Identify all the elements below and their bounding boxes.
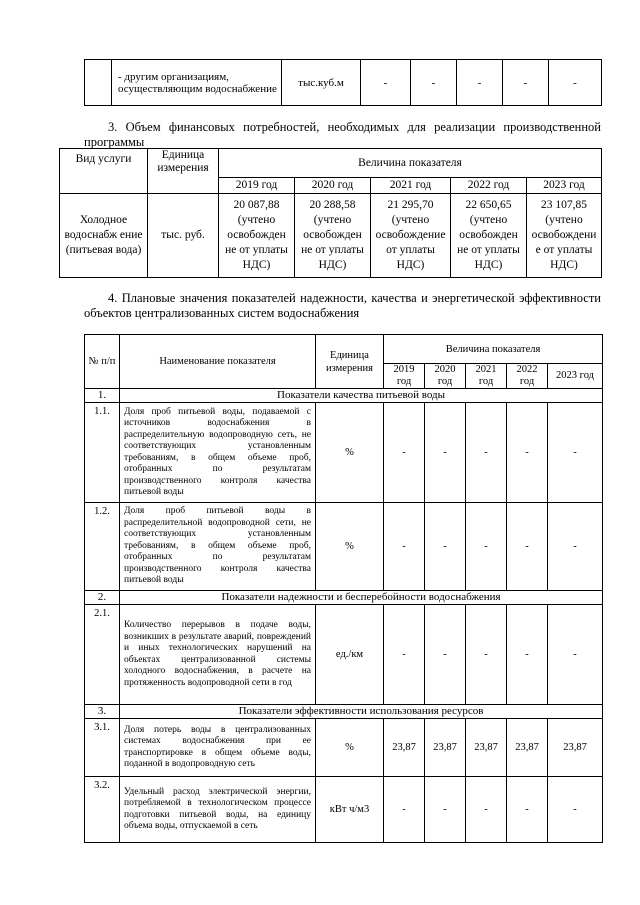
value-cell: - (466, 503, 507, 591)
value-cell: - (466, 605, 507, 705)
financial-needs-table (59, 148, 602, 278)
group-title: Показатели надежности и бесперебойности водоснабжения (120, 591, 603, 605)
value-cell: - (384, 403, 425, 503)
year-header: 2023 год (527, 178, 602, 194)
value-cell: - (457, 60, 503, 106)
year-header: 2022 год (507, 364, 548, 389)
service-cell: Холодное водоснабж ение (питьевая вода) (60, 194, 148, 278)
row-number: 1.1. (85, 403, 120, 503)
value-cell: - (425, 503, 466, 591)
row-number: 2.1. (85, 605, 120, 705)
unit-cell: % (316, 403, 384, 503)
value-cell: - (507, 503, 548, 591)
group-row (85, 705, 603, 719)
group-number: 2. (85, 591, 120, 605)
table-row (85, 777, 603, 843)
value-cell: - (549, 60, 602, 106)
value-cell: 23,87 (548, 719, 603, 777)
value-cell: - (411, 60, 457, 106)
group-title: Показатели эффективности использования ресурсов (120, 705, 603, 719)
value-cell: - (548, 403, 603, 503)
group-row (85, 389, 603, 403)
indicator-name: Доля проб питьевой воды в распределительной водопроводной сети, не соответствующих установленным требованиям, в общем объеме проб, отобранных по результатам производственного контроля качества питьевой воды (120, 503, 316, 591)
value-cell: - (507, 777, 548, 843)
year-header: 2019 год (219, 178, 295, 194)
value-cell: 23,87 (507, 719, 548, 777)
value-cell: - (466, 777, 507, 843)
value-cell: - (503, 60, 549, 106)
value-cell: 20 288,58 (учтено освобожден не от уплаты НДС) (295, 194, 371, 278)
value-cell: - (425, 605, 466, 705)
value-cell: 21 295,70 (учтено освобождение от уплаты НДС) (371, 194, 451, 278)
indicator-name: Доля проб питьевой воды, подаваемой с источников водоснабжения в распределительную водопроводную сеть, не соответствующих установленным требованиям, в общем объеме проб, отобранных по результатам производственного контроля качества питьевой воды (120, 403, 316, 503)
row-number: 1.2. (85, 503, 120, 591)
unit-cell: % (316, 719, 384, 777)
unit-cell: тыс.куб.м (282, 60, 361, 106)
value-cell: - (507, 605, 548, 705)
group-number: 1. (85, 389, 120, 403)
unit-header: Единица измерения (148, 149, 219, 194)
value-cell: 23,87 (425, 719, 466, 777)
row-number-cell (85, 60, 112, 106)
name-header: Наименование показателя (120, 335, 316, 389)
indicators-table (84, 334, 603, 843)
year-header: 2021 год (371, 178, 451, 194)
table-row (85, 60, 602, 106)
section3-heading: 3. Объем финансовых потребностей, необходимых для реализации производственной программы (84, 120, 601, 149)
table-row (85, 403, 603, 503)
value-cell: - (361, 60, 411, 106)
unit-cell: тыс. руб. (148, 194, 219, 278)
table-row (85, 719, 603, 777)
value-cell: 22 650,65 (учтено освобожден не от уплаты НДС) (451, 194, 527, 278)
year-header: 2019 год (384, 364, 425, 389)
value-cell: - (548, 605, 603, 705)
value-cell: - (507, 403, 548, 503)
value-cell: - (425, 777, 466, 843)
indicator-name: Количество перерывов в подаче воды, возникших в результате аварий, повреждений и иных технологических нарушений на объектах централизованной системы холодного водоснабжения, в расчете на протяженность водопроводной сети в год (120, 605, 316, 705)
table-row (85, 503, 603, 591)
header-row (60, 149, 602, 178)
row-number: 3.1. (85, 719, 120, 777)
row-number: 3.2. (85, 777, 120, 843)
value-cell: 23 107,85 (учтено освобождени е от уплаты НДС) (527, 194, 602, 278)
year-header: 2023 год (548, 364, 603, 389)
unit-cell: % (316, 503, 384, 591)
group-title: Показатели качества питьевой воды (120, 389, 603, 403)
year-header: 2022 год (451, 178, 527, 194)
num-header: № п/п (85, 335, 120, 389)
group-row (85, 591, 603, 605)
indicator-name: Удельный расход электрической энергии, потребляемой в технологическом процессе подготовки питьевой воды, на единицу объема воды, отпускаемой в сеть (120, 777, 316, 843)
value-cell: - (384, 777, 425, 843)
service-header: Вид услуги (60, 149, 148, 194)
year-header: 2021 год (466, 364, 507, 389)
section4-heading: 4. Плановые значения показателей надежности, качества и энергетической эффективности объектов централизованных систем водоснабжения (84, 291, 601, 320)
value-cell: 23,87 (466, 719, 507, 777)
value-cell: - (384, 605, 425, 705)
indicator-name: Доля потерь воды в централизованных системах водоснабжения при ее транспортировке в общем объеме воды, поданной в водопроводную сеть (120, 719, 316, 777)
value-header: Величина показателя (219, 149, 602, 178)
value-cell: - (548, 503, 603, 591)
unit-header: Единица измерения (316, 335, 384, 389)
group-number: 3. (85, 705, 120, 719)
table-row (85, 605, 603, 705)
value-cell: 20 087,88 (учтено освобожден не от уплаты НДС) (219, 194, 295, 278)
top-table (84, 59, 602, 106)
year-header: 2020 год (425, 364, 466, 389)
value-cell: - (466, 403, 507, 503)
header-row (85, 335, 603, 364)
indicator-name: - другим организациям, осуществляющим водоснабжение (112, 60, 282, 106)
table-row (60, 194, 602, 278)
value-header: Величина показателя (384, 335, 603, 364)
value-cell: - (425, 403, 466, 503)
year-header: 2020 год (295, 178, 371, 194)
value-cell: 23,87 (384, 719, 425, 777)
value-cell: - (548, 777, 603, 843)
value-cell: - (384, 503, 425, 591)
unit-cell: ед./км (316, 605, 384, 705)
unit-cell: кВт ч/м3 (316, 777, 384, 843)
